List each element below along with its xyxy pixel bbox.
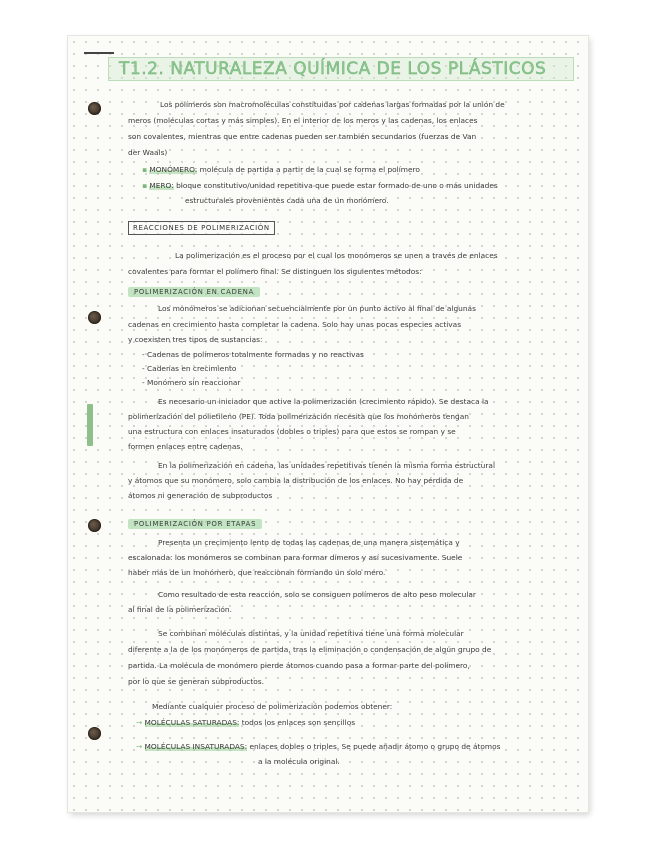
cadena-line: En la polimerización en cadena, las unidades repetitivas tienen la misma forma estructural	[158, 461, 495, 470]
binder-hole	[88, 102, 101, 115]
cadena-line: polimerización del polietileno (PE). Toda polimerización necesita que los monómeros tengan	[128, 412, 469, 421]
def-text: molécula de partida a partir de la cual se forma el polímero	[199, 165, 420, 174]
def-mero-cont: estructurales provenientes cada una de un monómero.	[185, 196, 389, 205]
etapas-line: escalonada: los monómeros se combinan para formar dímeros y así sucesivamente. Suele	[128, 553, 463, 562]
etapas-line: Presenta un crecimiento lento de todas las cadenas de una manera sistemática y	[158, 538, 460, 547]
final-term: MOLÉCULAS INSATURADAS:	[144, 742, 248, 751]
corner-mark	[84, 52, 114, 54]
page-title-text: T1.2. NATURALEZA QUÍMICA DE LOS PLÁSTICOS	[119, 59, 547, 79]
cadena-line: átomos ni generación de subproductos	[128, 491, 273, 500]
etapas-line: partida. La molécula de monómero pierde átomos cuando pasa a formar parte del polímero,	[128, 661, 470, 670]
reacciones-line: La polimerización es el proceso por el cual los monómeros se unen a través de enlaces	[175, 251, 498, 260]
page-title	[108, 57, 574, 81]
sticky-tab	[87, 404, 93, 446]
etapas-line: por lo que se generan subproductos.	[128, 677, 264, 686]
def-monomero: ▪ MONÓMERO: molécula de partida a partir de la cual se forma el polímero	[142, 165, 420, 174]
cadena-line: cadenas en crecimiento hasta completar la cadena. Solo hay unas pocas especies activas	[128, 320, 462, 329]
etapas-line: Como resultado de esta reacción, solo se consiguen polímeros de alto peso molecular	[158, 590, 476, 599]
list-item: - Cadenas de polímeros totalmente formadas y no reactivas	[142, 350, 364, 359]
reacciones-line: covalentes para formar el polímero final. Se distinguen los siguientes métodos:	[128, 267, 422, 276]
intro-line: meros (moléculas cortas y más simples). En el interior de los meros y las cadenas, los enlaces	[128, 116, 478, 125]
binder-hole	[88, 519, 101, 532]
intro-line: Los polímeros son macromoléculas constituidas por cadenas largas formadas por la unión de	[160, 100, 505, 109]
etapas-line: Se combinan moléculas distintas, y la unidad repetitiva tiene una forma molecular	[158, 629, 464, 638]
subsection-heading: POLIMERIZACIÓN EN CADENA	[128, 287, 260, 297]
def-text: bloque constitutivo/unidad repetitiva que puede estar formado de uno o más unidades	[176, 181, 498, 190]
final-saturadas: → MOLÉCULAS SATURADAS: todos los enlaces son sencillos	[136, 718, 356, 727]
subsection-heading: POLIMERIZACIÓN POR ETAPAS	[128, 519, 262, 529]
list-item: - Monómero sin reaccionar	[142, 378, 241, 387]
cadena-line: Los monómeros se adicionan secuencialmente por un punto activo al final de algunas	[158, 304, 476, 313]
list-item: - Cadenas en crecimiento	[142, 364, 237, 373]
cadena-line: Es necesario un iniciador que active la polimerización (crecimiento rápido). Se destaca la	[158, 397, 489, 406]
section-heading: REACCIONES DE POLIMERIZACIÓN	[128, 221, 275, 235]
final-lead: Mediante cualquier proceso de polimerización podemos obtener:	[152, 702, 393, 711]
cadena-line: y coexisten tres tipos de sustancias:	[128, 335, 263, 344]
etapas-line: diferente a la de los monómeros de partida, tras la eliminación o condensación de algún grupo de	[128, 645, 492, 654]
final-text: todos los enlaces son sencillos	[241, 718, 356, 727]
final-text: enlaces dobles o triples. Se puede añadir átomo o grupo de átomos	[249, 742, 501, 751]
final-insaturadas: → MOLÉCULAS INSATURADAS: enlaces dobles o triples. Se puede añadir átomo o grupo de átomos	[136, 742, 501, 751]
final-term: MOLÉCULAS SATURADAS:	[144, 718, 240, 727]
final-insaturadas-cont: a la molécula original.	[258, 757, 340, 766]
binder-hole	[88, 727, 101, 740]
binder-hole	[88, 311, 101, 324]
etapas-line: al final de la polimerización.	[128, 605, 232, 614]
def-term: MONÓMERO:	[149, 165, 198, 174]
cadena-line: una estructura con enlaces insaturados (dobles o triples) para que estos se rompan y se	[128, 427, 456, 436]
def-term: MERO:	[149, 181, 174, 190]
cadena-line: y átomos que su monómero, solo cambia la distribución de los enlaces. No hay pérdida de	[128, 476, 464, 485]
cadena-line: formen enlaces entre cadenas.	[128, 442, 243, 451]
intro-line: son covalentes, mientras que entre cadenas pueden ser también secundarios (fuerzas de Van	[128, 132, 477, 141]
def-mero: ▪ MERO: bloque constitutivo/unidad repetitiva que puede estar formado de uno o más unidades	[142, 181, 498, 190]
intro-line: der Waals)	[128, 148, 168, 157]
etapas-line: haber más de un monómero, que reaccionan formando un solo mero.	[128, 568, 386, 577]
